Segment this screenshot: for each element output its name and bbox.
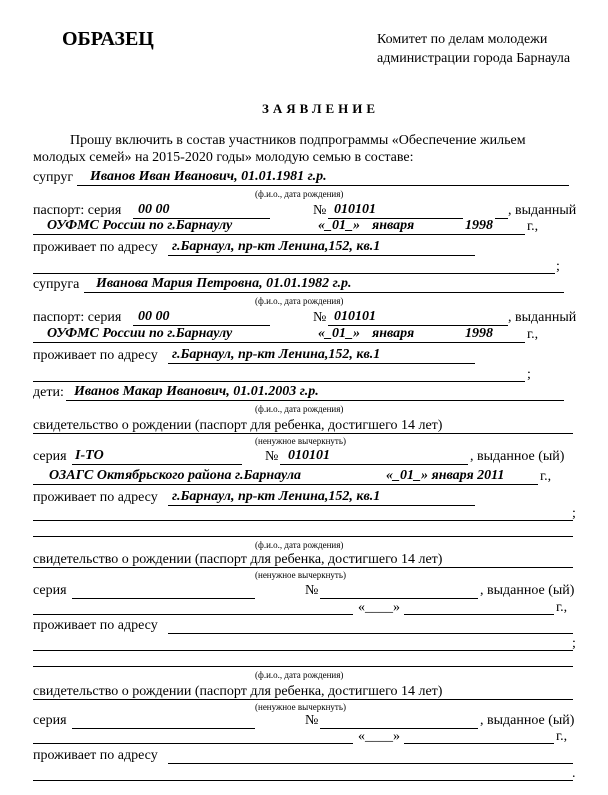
wife-number: 010101 <box>334 309 376 324</box>
child2-blank-date: «____» <box>358 600 400 615</box>
wife-series: 00 00 <box>138 309 170 324</box>
child3-year-suffix: г., <box>556 729 568 744</box>
wife-year-suffix: г., <box>527 327 539 342</box>
husband-address-label: проживает по адресу <box>33 240 158 255</box>
child3-series-line <box>72 728 255 729</box>
child3-issuer-line <box>33 743 353 744</box>
husband-name-line <box>77 185 569 186</box>
child3-address-line <box>168 763 573 764</box>
husband-semicolon: ; <box>556 259 560 274</box>
child3-address-label: проживает по адресу <box>33 748 158 763</box>
child-address-label: проживает по адресу <box>33 490 158 505</box>
husband-issuer: ОУФМС России по г.Барнаулу <box>47 218 233 233</box>
child2-fio-caption: (ф.и.о., дата рождения) <box>255 540 344 550</box>
child-series-line <box>72 464 242 465</box>
child2-number-line <box>320 598 478 599</box>
child-issuer: ОЗАГС Октябрьского района г.Барнаула <box>49 468 302 483</box>
husband-fio-caption: (ф.и.о., дата рождения) <box>255 189 344 199</box>
child2-series-label: серия <box>33 583 67 598</box>
husband-issue-year: 1998 <box>465 218 493 233</box>
child2-year-suffix: г., <box>556 600 568 615</box>
child-semicolon: ; <box>572 506 576 521</box>
child2-address-line <box>168 633 573 634</box>
husband-number: 010101 <box>334 202 376 217</box>
husband-address-line-2 <box>33 273 555 274</box>
wife-name-line <box>84 292 564 293</box>
wife-issued-label: , выданный <box>508 310 577 325</box>
child3-address-line-2 <box>33 780 573 781</box>
child-series-label: серия <box>33 449 67 464</box>
child3-fio-caption: (ф.и.о., дата рождения) <box>255 670 344 680</box>
child2-strike-caption: (ненужное вычеркнуть) <box>255 570 346 580</box>
wife-address-line-2 <box>33 381 525 382</box>
wife-semicolon: ; <box>527 367 531 382</box>
child-address-line-2 <box>33 520 573 521</box>
child-strike-caption: (ненужное вычеркнуть) <box>255 436 346 446</box>
child2-series-line <box>72 598 255 599</box>
wife-address-label: проживает по адресу <box>33 348 158 363</box>
child-issuer-line <box>33 484 538 485</box>
child-number: 010101 <box>288 448 330 463</box>
child-name: Иванов Макар Иванович, 01.01.2003 г.р. <box>74 384 319 399</box>
child-fio-caption: (ф.и.о., дата рождения) <box>255 404 344 414</box>
child3-strike-caption: (ненужное вычеркнуть) <box>255 702 346 712</box>
wife-issue-day: «_01_» <box>318 326 360 341</box>
child2-month-line <box>404 614 554 615</box>
child2-number-sign: № <box>305 583 319 598</box>
child3-cert-label: свидетельство о рождении (паспорт для ребенка, достигшего 14 лет) <box>33 684 443 699</box>
child3-blank-date: «____» <box>358 729 400 744</box>
child-name-line <box>66 400 564 401</box>
wife-address: г.Барнаул, пр-кт Ленина,152, кв.1 <box>172 347 381 362</box>
husband-issue-month: января <box>372 218 415 233</box>
husband-issue-day: «_01_» <box>318 218 360 233</box>
child3-cert-line <box>33 699 573 700</box>
child-cert-line <box>33 433 573 434</box>
wife-address-line <box>168 363 475 364</box>
child3-month-line <box>404 743 554 744</box>
husband-issuer-line <box>33 234 525 235</box>
husband-issued-label: , выданный <box>508 203 577 218</box>
husband-number-sign: № <box>313 203 327 218</box>
child2-cert-line <box>33 567 573 568</box>
addressee-line-2: администрации города Барнаула <box>377 51 571 66</box>
child-cert-label: свидетельство о рождении (паспорт для ребенка, достигшего 14 лет) <box>33 418 443 433</box>
child2-name-line <box>33 536 573 537</box>
child-address: г.Барнаул, пр-кт Ленина,152, кв.1 <box>172 489 381 504</box>
wife-label: супруга <box>33 277 80 292</box>
intro-line-1: Прошу включить в состав участников подпрограммы «Обеспечение жильем <box>70 133 526 148</box>
child-address-line <box>168 505 475 506</box>
husband-passport-label: паспорт: серия <box>33 203 122 218</box>
wife-issue-month: января <box>372 326 415 341</box>
wife-issuer-line <box>33 342 525 343</box>
child-issue-date: «_01_» января 2011 <box>386 468 505 483</box>
children-label: дети: <box>33 385 64 400</box>
child2-address-line-2 <box>33 650 573 651</box>
wife-name: Иванова Мария Петровна, 01.01.1982 г.р. <box>96 276 352 291</box>
husband-series: 00 00 <box>138 202 170 217</box>
wife-issuer: ОУФМС России по г.Барнаулу <box>47 326 233 341</box>
husband-name: Иванов Иван Иванович, 01.01.1981 г.р. <box>90 169 327 184</box>
child3-issued-label: , выданное (ый) <box>480 713 575 728</box>
child3-name-line <box>33 666 573 667</box>
child2-semicolon: ; <box>572 636 576 651</box>
child3-end-dot: . <box>572 766 576 781</box>
husband-year-suffix: г., <box>527 219 539 234</box>
child-issued-label: , выданное (ый) <box>470 449 565 464</box>
child2-issued-label: , выданное (ый) <box>480 583 575 598</box>
child-year-suffix: г., <box>540 469 552 484</box>
child3-number-sign: № <box>305 713 319 728</box>
intro-line-2: молодых семей» на 2015-2020 годы» молодую семью в составе: <box>33 150 414 165</box>
child2-cert-label: свидетельство о рождении (паспорт для ребенка, достигшего 14 лет) <box>33 552 443 567</box>
child2-address-label: проживает по адресу <box>33 618 158 633</box>
wife-fio-caption: (ф.и.о., дата рождения) <box>255 296 344 306</box>
child-number-line <box>280 464 468 465</box>
child3-series-label: серия <box>33 713 67 728</box>
wife-passport-label: паспорт: серия <box>33 310 122 325</box>
husband-label: супруг <box>33 170 74 185</box>
husband-address-line <box>168 255 475 256</box>
addressee-line-1: Комитет по делам молодежи <box>377 32 548 47</box>
wife-number-sign: № <box>313 310 327 325</box>
sample-label: ОБРАЗЕЦ <box>62 28 154 50</box>
child-series: I-ТО <box>75 448 104 463</box>
wife-issue-year: 1998 <box>465 326 493 341</box>
child-number-sign: № <box>265 449 279 464</box>
husband-address: г.Барнаул, пр-кт Ленина,152, кв.1 <box>172 239 381 254</box>
document-heading: ЗАЯВЛЕНИЕ <box>262 101 380 116</box>
child2-issuer-line <box>33 614 353 615</box>
